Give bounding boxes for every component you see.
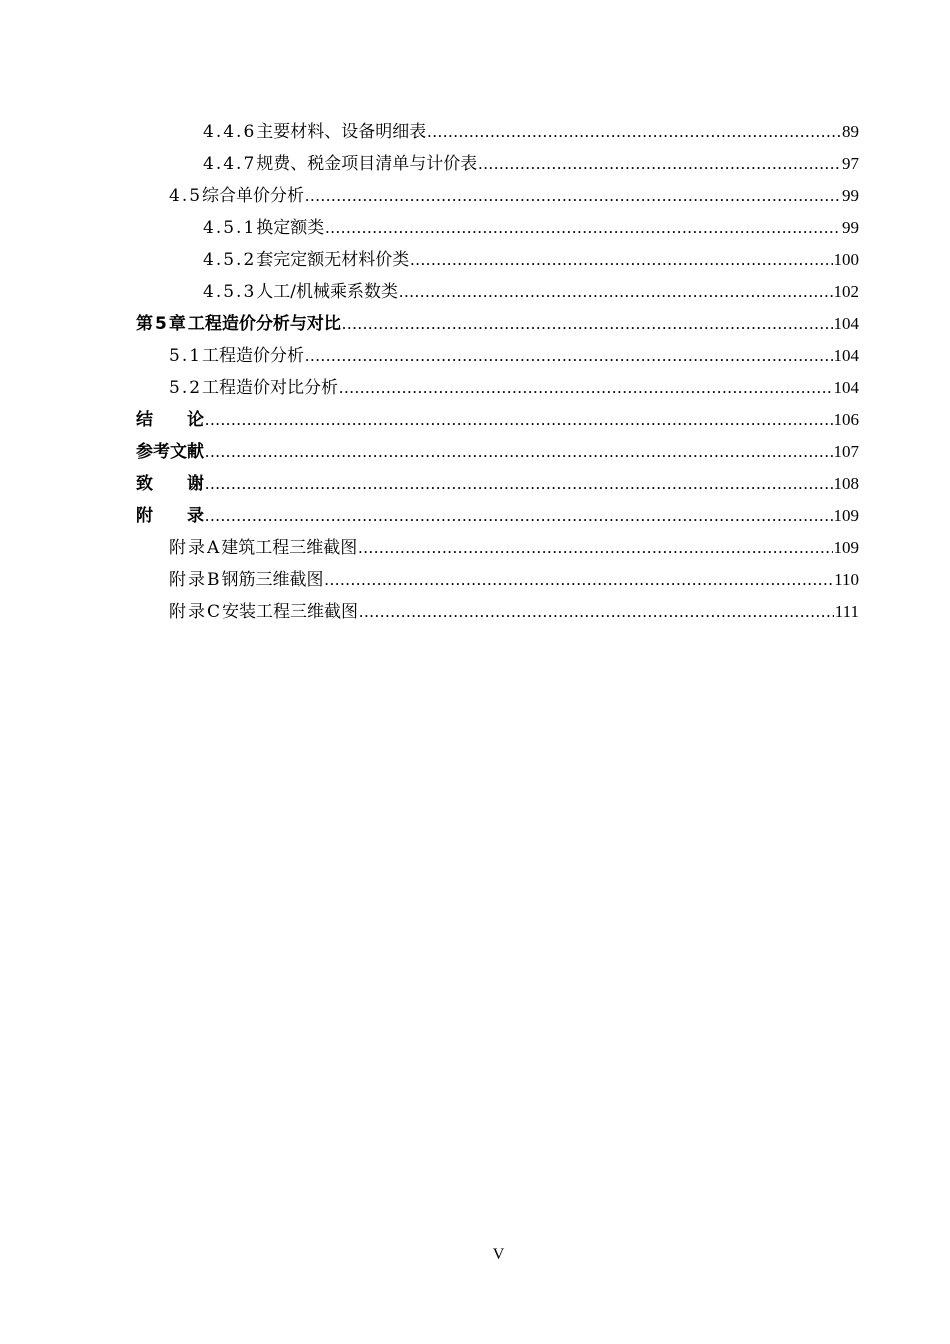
toc-entry-title: 主要材料、设备明细表 xyxy=(256,122,427,142)
toc-leader-dots xyxy=(478,148,841,180)
toc-entry-number: 附录B xyxy=(169,570,222,590)
toc-leader-dots xyxy=(399,276,833,308)
toc-entry-title: 换定额类 xyxy=(256,218,325,238)
toc-entry-appendix-c[interactable] xyxy=(136,596,859,628)
toc-entry-acknowledgements[interactable] xyxy=(136,468,859,500)
toc-entry-number: 4.5.1 xyxy=(203,218,257,238)
toc-entry-page: 89 xyxy=(842,122,859,141)
toc-entry-number: 4.5 xyxy=(169,186,203,206)
toc-leader-dots xyxy=(342,308,833,340)
toc-entry-page: 107 xyxy=(833,442,859,461)
toc-entry-page: 109 xyxy=(833,538,859,557)
toc-entry-page: 108 xyxy=(833,474,859,493)
toc-entry-appendix-a[interactable] xyxy=(136,532,859,564)
toc-leader-dots xyxy=(325,564,834,596)
page-number: V xyxy=(492,1246,505,1263)
toc-entry-number: 4.4.6 xyxy=(203,122,257,142)
toc-leader-dots xyxy=(339,372,832,404)
toc-leader-dots xyxy=(410,244,832,276)
toc-entry-page: 99 xyxy=(842,218,859,237)
toc-entry-4-4-7[interactable] xyxy=(136,148,859,180)
toc-entry-title: 套完定额无材料价类 xyxy=(256,250,410,270)
toc-leader-dots xyxy=(205,468,833,500)
toc-entry-title: 结 论 xyxy=(136,410,204,430)
toc-leader-dots xyxy=(205,436,833,468)
toc-leader-dots xyxy=(427,116,841,148)
table-of-contents xyxy=(136,116,859,628)
toc-entry-page: 104 xyxy=(833,378,859,397)
toc-entry-title: 工程造价分析与对比 xyxy=(187,314,341,334)
toc-leader-dots xyxy=(205,404,833,436)
toc-leader-dots xyxy=(305,180,841,212)
toc-entry-page: 111 xyxy=(834,602,859,621)
toc-entry-title: 参考文献 xyxy=(136,442,204,462)
toc-entry-page: 104 xyxy=(833,314,859,333)
toc-entry-title: 建筑工程三维截图 xyxy=(221,538,358,558)
toc-entry-page: 104 xyxy=(833,346,859,365)
toc-entry-title: 附 录 xyxy=(136,506,204,526)
toc-entry-number: 附录C xyxy=(169,602,223,622)
toc-entry-page: 97 xyxy=(842,154,859,173)
toc-entry-number: 5.2 xyxy=(169,378,203,398)
toc-entry-page: 110 xyxy=(834,570,859,589)
toc-entry-page: 106 xyxy=(833,410,859,429)
toc-entry-page: 109 xyxy=(833,506,859,525)
toc-entry-title: 工程造价分析 xyxy=(202,346,305,366)
toc-entry-title: 综合单价分析 xyxy=(202,186,305,206)
toc-entry-number: 4.5.3 xyxy=(203,282,257,302)
toc-entry-title: 工程造价对比分析 xyxy=(202,378,339,398)
toc-entry-chapter-5[interactable] xyxy=(136,308,859,340)
toc-entry-conclusion[interactable] xyxy=(136,404,859,436)
toc-entry-title: 规费、税金项目清单与计价表 xyxy=(256,154,478,174)
toc-entry-title: 钢筋三维截图 xyxy=(221,570,324,590)
toc-entry-number: 5.1 xyxy=(169,346,203,366)
toc-entry-title: 人工/机械乘系数类 xyxy=(256,282,398,302)
toc-leader-dots xyxy=(325,212,841,244)
toc-entry-5-1[interactable] xyxy=(136,340,859,372)
toc-entry-4-5-1[interactable] xyxy=(136,212,859,244)
toc-entry-page: 102 xyxy=(833,282,859,301)
toc-entry-number: 4.5.2 xyxy=(203,250,257,270)
toc-entry-4-4-6[interactable] xyxy=(136,116,859,148)
toc-leader-dots xyxy=(305,340,832,372)
toc-entry-number: 4.4.7 xyxy=(203,154,257,174)
toc-leader-dots xyxy=(359,596,834,628)
toc-leader-dots xyxy=(358,532,832,564)
toc-entry-4-5-2[interactable] xyxy=(136,244,859,276)
toc-entry-references[interactable] xyxy=(136,436,859,468)
toc-entry-page: 100 xyxy=(833,250,859,269)
toc-entry-appendix-b[interactable] xyxy=(136,564,859,596)
toc-entry-page: 99 xyxy=(842,186,859,205)
toc-entry-number: 第5章 xyxy=(136,314,188,334)
toc-entry-appendix[interactable] xyxy=(136,500,859,532)
toc-entry-4-5[interactable] xyxy=(136,180,859,212)
toc-entry-title: 安装工程三维截图 xyxy=(222,602,359,622)
toc-entry-number: 附录A xyxy=(169,538,222,558)
toc-entry-5-2[interactable] xyxy=(136,372,859,404)
toc-entry-title: 致 谢 xyxy=(136,474,204,494)
toc-leader-dots xyxy=(205,500,833,532)
toc-entry-4-5-3[interactable] xyxy=(136,276,859,308)
